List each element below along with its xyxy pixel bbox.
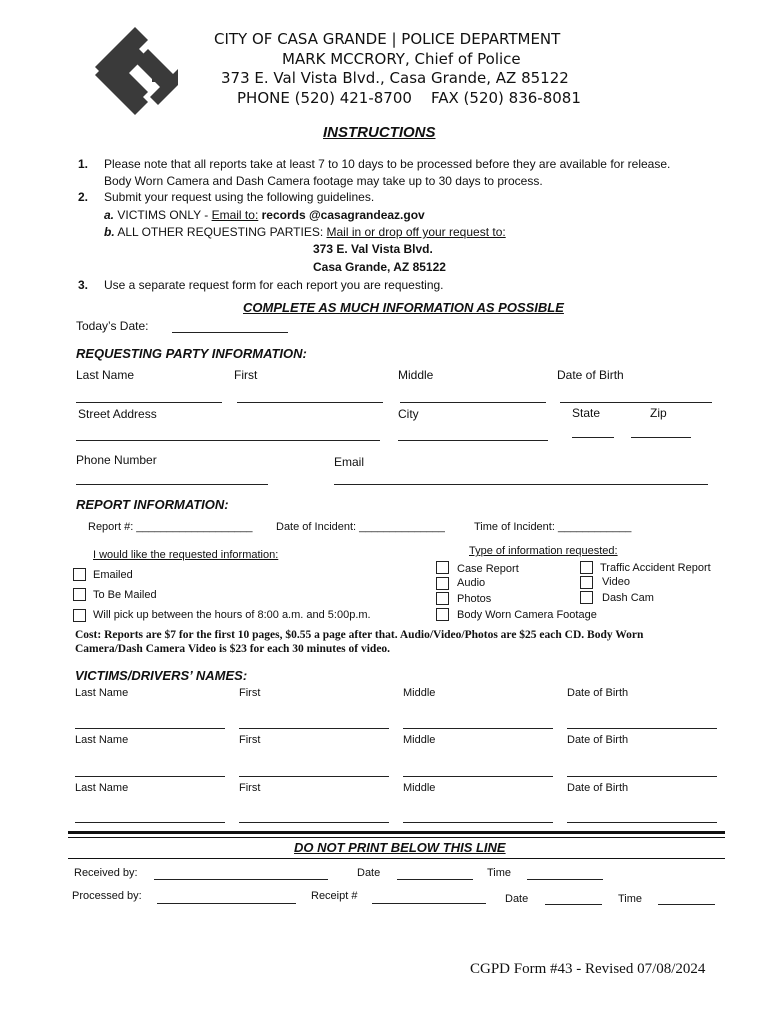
victim1-middle-field[interactable] xyxy=(403,728,553,729)
processed-date-label: Date xyxy=(505,893,529,905)
req-middle-name-field[interactable] xyxy=(400,402,546,403)
req-dob-field[interactable] xyxy=(560,402,712,403)
req-middle-name-label: Middle xyxy=(398,368,434,382)
req-state-label: State xyxy=(572,406,601,420)
req-first-name-label: First xyxy=(234,368,258,382)
pickup-label: Will pick up between the hours of 8:00 a.m. and 5:00p.m. xyxy=(93,609,371,621)
received-date-field[interactable] xyxy=(397,879,473,880)
mailed-checkbox[interactable] xyxy=(73,588,86,601)
report-info-title: REPORT INFORMATION: xyxy=(76,497,229,512)
victim2-dob-label: Date of Birth xyxy=(567,734,629,746)
victim1-dob-field[interactable] xyxy=(567,728,717,729)
victim2-last-label: Last Name xyxy=(75,734,129,746)
received-time-label: Time xyxy=(487,867,512,879)
audio-label: Audio xyxy=(457,577,486,589)
processed-date-field[interactable] xyxy=(545,904,602,905)
header-chief: MARK MCCRORY, Chief of Police xyxy=(282,50,521,68)
time-of-incident-field[interactable]: Time of Incident: ____________ xyxy=(474,521,632,533)
victim2-dob-field[interactable] xyxy=(567,776,717,777)
divider-thick xyxy=(68,831,725,834)
req-zip-label: Zip xyxy=(650,406,667,420)
complete-heading: COMPLETE AS MUCH INFORMATION AS POSSIBLE xyxy=(243,300,564,315)
req-state-field[interactable] xyxy=(572,437,614,438)
pickup-checkbox[interactable] xyxy=(73,609,86,622)
received-by-field[interactable] xyxy=(154,879,328,880)
video-label: Video xyxy=(602,576,630,588)
req-zip-field[interactable] xyxy=(631,437,691,438)
bwc-label: Body Worn Camera Footage xyxy=(457,609,597,621)
req-email-label: Email xyxy=(334,455,365,469)
processed-time-field[interactable] xyxy=(658,904,715,905)
received-date-label: Date xyxy=(357,867,381,879)
victim3-dob-label: Date of Birth xyxy=(567,782,629,794)
office-divider xyxy=(68,858,725,859)
city-logo xyxy=(90,25,180,121)
mail-address-city: Casa Grande, AZ 85122 xyxy=(313,260,446,274)
date-of-incident-field[interactable]: Date of Incident: ______________ xyxy=(276,521,445,533)
victim1-middle-label: Middle xyxy=(403,687,436,699)
req-last-name-field[interactable] xyxy=(76,402,222,403)
cost-line1: Cost: Reports are $7 for the first 10 pages, $0.55 a page after that. Audio/Video/Photos are $25 each CD. Body Worn xyxy=(75,629,644,641)
header-phone: PHONE (520) 421-8700 FAX (520) 836-8081 xyxy=(237,89,581,107)
victim1-last-label: Last Name xyxy=(75,687,129,699)
req-first-name-field[interactable] xyxy=(237,402,383,403)
emailed-checkbox[interactable] xyxy=(73,568,86,581)
mail-address-street: 373 E. Val Vista Blvd. xyxy=(313,242,433,256)
received-by-label: Received by: xyxy=(74,867,138,879)
victim2-first-label: First xyxy=(239,734,261,746)
do-not-print-heading: DO NOT PRINT BELOW THIS LINE xyxy=(294,840,506,855)
traffic-report-checkbox[interactable] xyxy=(580,561,593,574)
victim3-middle-field[interactable] xyxy=(403,822,553,823)
mailed-label: To Be Mailed xyxy=(93,589,157,601)
req-city-field[interactable] xyxy=(398,440,548,441)
victim3-last-field[interactable] xyxy=(75,822,225,823)
instruction-2a: a. VICTIMS ONLY - Email to: records @casagrandeaz.gov xyxy=(104,208,425,222)
type-heading: Type of information requested: xyxy=(469,545,618,557)
req-last-name-label: Last Name xyxy=(76,368,135,382)
victim1-first-field[interactable] xyxy=(239,728,389,729)
cost-line2: Camera/Dash Camera Video is $23 for each 30 minutes of video. xyxy=(75,643,391,655)
instructions-title: INSTRUCTIONS xyxy=(323,124,436,141)
case-report-label: Case Report xyxy=(457,563,519,575)
dash-cam-label: Dash Cam xyxy=(602,592,654,604)
delivery-heading: I would like the requested information: xyxy=(93,549,279,561)
instruction-1-line2: Body Worn Camera and Dash Camera footage may take up to 30 days to process. xyxy=(104,174,543,188)
photos-checkbox[interactable] xyxy=(436,592,449,605)
received-time-field[interactable] xyxy=(527,879,603,880)
requesting-party-title: REQUESTING PARTY INFORMATION: xyxy=(76,346,307,361)
form-revision-footer: CGPD Form #43 - Revised 07/08/2024 xyxy=(470,961,706,977)
header-dept: CITY OF CASA GRANDE | POLICE DEPARTMENT xyxy=(214,30,561,48)
report-number-field[interactable]: Report #: ___________________ xyxy=(88,521,253,533)
case-report-checkbox[interactable] xyxy=(436,561,449,574)
processed-by-label: Processed by: xyxy=(72,890,142,902)
req-phone-field[interactable] xyxy=(76,484,268,485)
victim3-dob-field[interactable] xyxy=(567,822,717,823)
victim3-middle-label: Middle xyxy=(403,782,436,794)
victim2-middle-field[interactable] xyxy=(403,776,553,777)
victim2-middle-label: Middle xyxy=(403,734,436,746)
victim1-dob-label: Date of Birth xyxy=(567,687,629,699)
photos-label: Photos xyxy=(457,593,492,605)
victim1-first-label: First xyxy=(239,687,261,699)
divider-thin xyxy=(68,837,725,838)
req-phone-label: Phone Number xyxy=(76,453,157,467)
emailed-label: Emailed xyxy=(93,569,133,581)
instruction-3: Use a separate request form for each report you are requesting. xyxy=(104,278,444,292)
victim3-last-label: Last Name xyxy=(75,782,129,794)
processed-time-label: Time xyxy=(618,893,643,905)
victim3-first-label: First xyxy=(239,782,261,794)
req-street-field[interactable] xyxy=(76,440,380,441)
header-address: 373 E. Val Vista Blvd., Casa Grande, AZ 85122 xyxy=(221,69,569,87)
req-dob-label: Date of Birth xyxy=(557,368,624,382)
dash-cam-checkbox[interactable] xyxy=(580,591,593,604)
receipt-number-label: Receipt # xyxy=(311,890,358,902)
processed-by-field[interactable] xyxy=(157,903,296,904)
item-number-2: 2. xyxy=(78,190,89,204)
item-number-1: 1. xyxy=(78,157,89,171)
bwc-checkbox[interactable] xyxy=(436,608,449,621)
video-checkbox[interactable] xyxy=(580,576,593,589)
req-city-label: City xyxy=(398,407,419,421)
victim1-last-field[interactable] xyxy=(75,728,225,729)
traffic-report-label: Traffic Accident Report xyxy=(600,562,711,574)
req-street-label: Street Address xyxy=(78,407,157,421)
victim2-last-field[interactable] xyxy=(75,776,225,777)
audio-checkbox[interactable] xyxy=(436,577,449,590)
todays-date-label: Today’s Date: xyxy=(76,319,149,333)
victim3-first-field[interactable] xyxy=(239,822,389,823)
req-email-field[interactable] xyxy=(334,484,708,485)
instruction-1-line1: Please note that all reports take at least 7 to 10 days to be processed before they are available for release. xyxy=(104,157,671,171)
victim2-first-field[interactable] xyxy=(239,776,389,777)
todays-date-field[interactable] xyxy=(172,332,288,333)
item-number-3: 3. xyxy=(78,278,89,292)
receipt-number-field[interactable] xyxy=(372,903,486,904)
instruction-2b: b. ALL OTHER REQUESTING PARTIES: Mail in or drop off your request to: xyxy=(104,225,506,239)
instruction-2: Submit your request using the following guidelines. xyxy=(104,190,375,204)
victims-title: VICTIMS/DRIVERS’ NAMES: xyxy=(75,668,248,683)
